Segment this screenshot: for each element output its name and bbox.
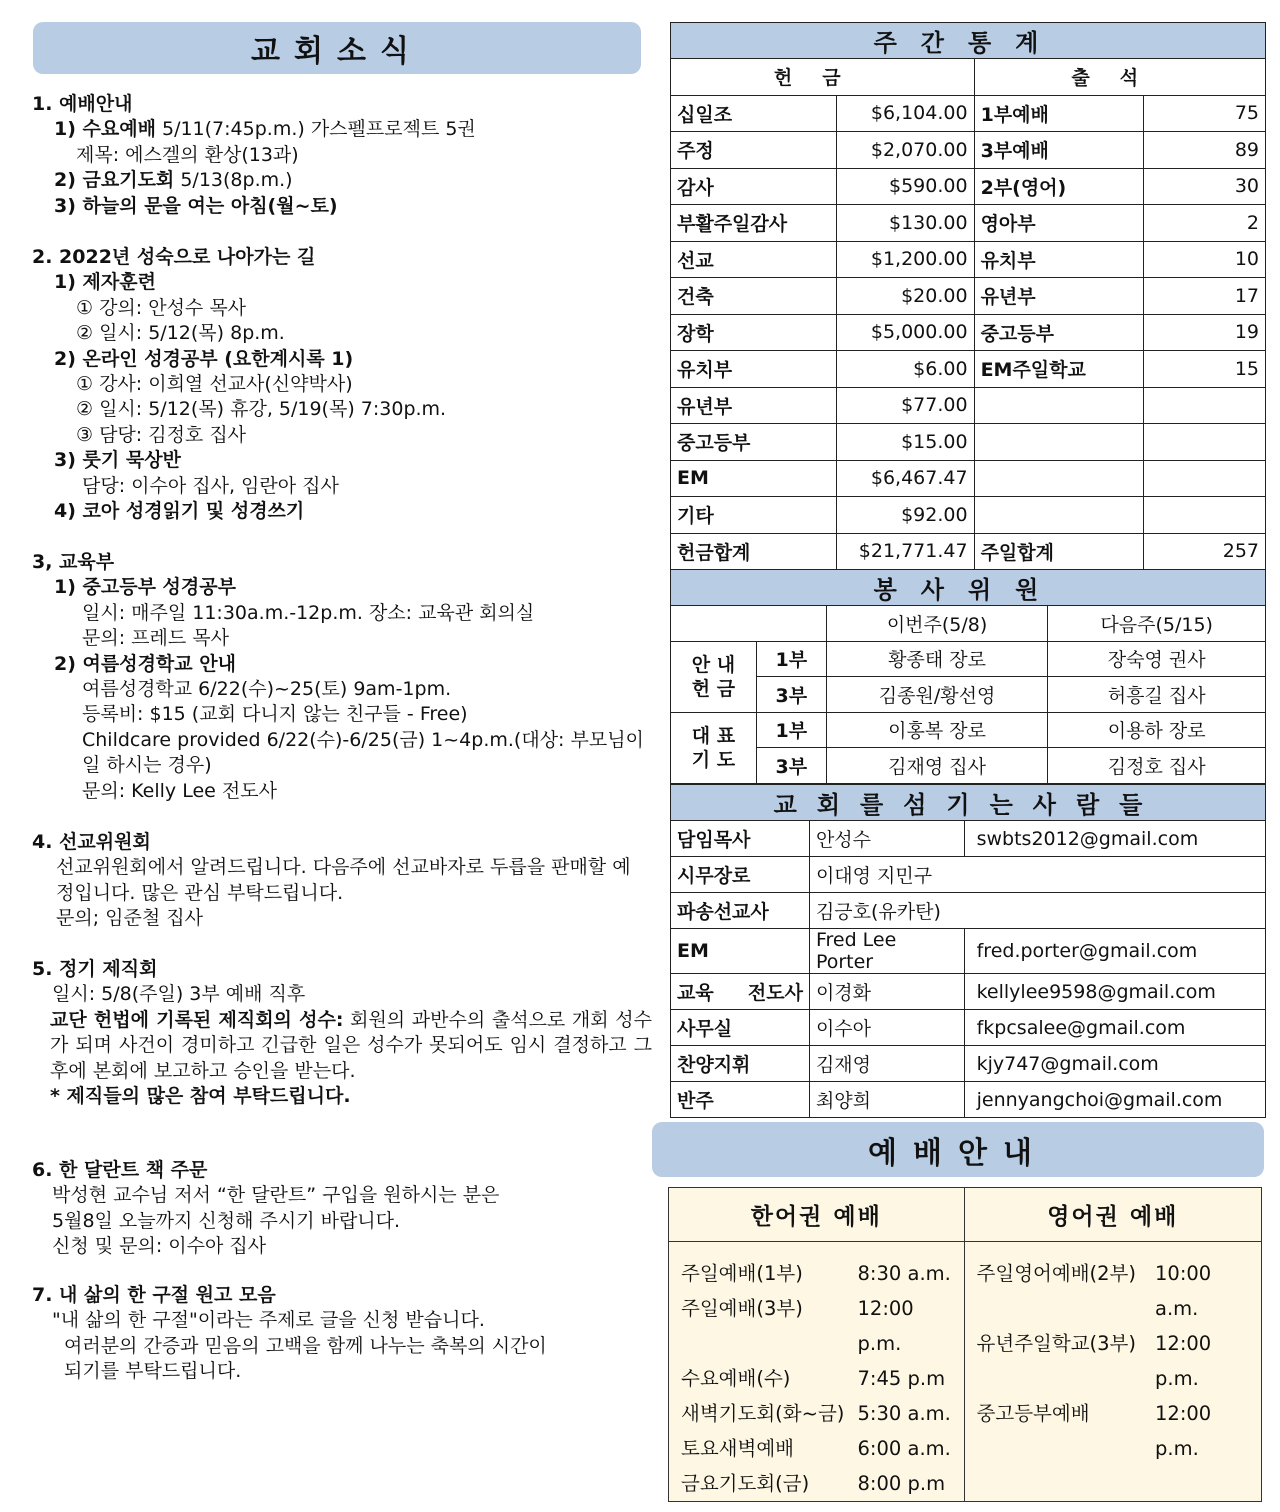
servers-table xyxy=(670,569,1266,784)
item-friday-label: 2) 금요기도회 xyxy=(54,169,175,192)
staff-email[interactable]: kjy747@gmail.com xyxy=(964,1046,1265,1082)
servers-title: 봉사위원 xyxy=(671,570,1266,606)
worship-time: 10:00 a.m. xyxy=(1155,1262,1212,1320)
attendance-label xyxy=(974,460,1144,497)
worship-time: 12:00 p.m. xyxy=(857,1297,914,1355)
offering-amount: $6.00 xyxy=(836,351,974,388)
offering-amount: $15.00 xyxy=(836,424,974,461)
staff-row xyxy=(671,974,1266,1010)
worship-name: 유년주일학교(3부) xyxy=(976,1332,1136,1355)
offering-header: 헌금 xyxy=(671,59,975,96)
item-morning: 3) 하늘의 문을 여는 아침(월~토) xyxy=(54,194,338,217)
section-heading: 4. 선교위원회 xyxy=(32,831,151,853)
stats-row xyxy=(671,424,1266,461)
attendance-count xyxy=(1144,387,1266,424)
item-ruth: 3) 룻기 묵상반 xyxy=(54,449,181,472)
offering-label: 유치부 xyxy=(671,351,837,388)
usher-label-line: 안 내 xyxy=(691,653,736,676)
worship-item xyxy=(977,1256,1251,1326)
staff-email[interactable]: swbts2012@gmail.com xyxy=(964,821,1265,857)
stats-row xyxy=(671,168,1266,205)
church-news-title: 교회소식 xyxy=(33,22,641,74)
item-line: 문의: Kelly Lee 전도사 xyxy=(82,779,277,802)
attendance-header: 출석 xyxy=(974,59,1265,96)
offering-amount: $5,000.00 xyxy=(836,314,974,351)
item-line: 일시: 매주일 11:30a.m.-12p.m. 장소: 교육관 회의실 xyxy=(82,601,535,624)
staff-row xyxy=(671,821,1266,857)
staff-rows xyxy=(671,821,1266,1118)
offering-label: 건축 xyxy=(671,278,837,315)
worship-name: 중고등부예배 xyxy=(976,1402,1090,1425)
attendance-label: 2부(영어) xyxy=(974,168,1144,205)
item-line: 문의: 프레드 목사 xyxy=(82,627,229,650)
attendance-count: 17 xyxy=(1144,278,1266,315)
attendance-label: 1부예배 xyxy=(974,95,1144,132)
attendance-label xyxy=(974,497,1144,534)
stats-row xyxy=(671,314,1266,351)
service-3-label: 3부 xyxy=(756,748,826,784)
section-heading: 6. 한 달란트 책 주문 xyxy=(32,1159,208,1181)
worship-time: 12:00 p.m. xyxy=(1155,1332,1212,1390)
offering-label: EM xyxy=(671,460,837,497)
english-worship-list xyxy=(964,1242,1261,1502)
missions-body: 선교위원회에서 알려드립니다. 다음주에 선교바자로 두릅을 판매할 예정입니다. 많은 관심 부탁드립니다. xyxy=(56,856,631,904)
korean-worship-list xyxy=(669,1242,965,1502)
section-officers-meeting xyxy=(32,957,652,1109)
worship-name: 주일예배(3부) xyxy=(681,1297,803,1320)
staff-role: 시무장로 xyxy=(671,857,810,893)
weekly-stats-title: 주간통계 xyxy=(671,23,1266,59)
prayer-label xyxy=(671,712,757,783)
attendance-count: 2 xyxy=(1144,205,1266,242)
offering-total-value: $21,771.47 xyxy=(836,533,974,570)
offering-amount: $6,467.47 xyxy=(836,460,974,497)
staff-name: 이대영 지민구 xyxy=(809,857,1265,893)
worship-time: 12:00 p.m. xyxy=(1155,1402,1212,1460)
prayer3-next-week: 김정호 집사 xyxy=(1048,748,1266,784)
meeting-note: * 제직들의 많은 참여 부탁드립니다. xyxy=(50,1085,351,1108)
staff-row xyxy=(671,929,1266,974)
stats-row xyxy=(671,387,1266,424)
attendance-label: 중고등부 xyxy=(974,314,1144,351)
worship-time: 5:30 a.m. xyxy=(857,1402,951,1425)
item-youth-bible: 1) 중고등부 성경공부 xyxy=(54,576,236,599)
worship-item xyxy=(681,1291,954,1361)
worship-name: 토요새벽예배 xyxy=(681,1437,795,1460)
usher1-next-week: 장숙영 권사 xyxy=(1048,641,1266,677)
offering-label: 십일조 xyxy=(671,95,837,132)
worship-item xyxy=(681,1396,954,1431)
service-3-label: 3부 xyxy=(756,677,826,713)
offering-label: 유년부 xyxy=(671,387,837,424)
attendance-count: 75 xyxy=(1144,95,1266,132)
section-missions xyxy=(32,830,652,932)
staff-name: 김재영 xyxy=(809,1046,964,1082)
attendance-count xyxy=(1144,460,1266,497)
staff-row xyxy=(671,893,1266,929)
meeting-quorum-body: 회원의 과반수의 출석으로 개회 성수가 되며 사건이 경미하고 긴급한 일은 성수가 못되어도 임시 결정하고 그 후에 본회에 보고하고 승인을 받는다. xyxy=(50,1008,652,1082)
offering-amount: $6,104.00 xyxy=(836,95,974,132)
offering-label: 주정 xyxy=(671,132,837,169)
item-line: 여름성경학교 6/22(수)~25(토) 9am-1pm. xyxy=(82,678,452,701)
staff-role: 찬양지휘 xyxy=(671,1046,810,1082)
offering-amount: $77.00 xyxy=(836,387,974,424)
worship-time: 8:30 a.m. xyxy=(857,1262,951,1285)
attendance-count xyxy=(1144,497,1266,534)
section-manuscripts xyxy=(32,1283,652,1385)
stats-row xyxy=(671,460,1266,497)
staff-email[interactable]: fkpcsalee@gmail.com xyxy=(964,1010,1265,1046)
staff-name: 김긍호(유카탄) xyxy=(809,893,1265,929)
stats-row xyxy=(671,205,1266,242)
prayer-label-line: 대 표 xyxy=(691,724,736,747)
usher3-this-week: 김종원/황선영 xyxy=(826,677,1048,713)
book-line: 박성현 교수님 저서 “한 달란트” 구입을 원하시는 분은 xyxy=(52,1184,500,1207)
staff-row xyxy=(671,1046,1266,1082)
offering-label: 선교 xyxy=(671,241,837,278)
section-education xyxy=(32,550,652,804)
offering-amount: $130.00 xyxy=(836,205,974,242)
section-heading: 5. 정기 제직회 xyxy=(32,958,158,980)
staff-role: EM xyxy=(671,929,810,974)
worship-name: 주일영어예배(2부) xyxy=(976,1262,1136,1285)
offering-amount: $92.00 xyxy=(836,497,974,534)
worship-name: 수요예배(수) xyxy=(681,1367,791,1390)
prayer1-this-week: 이홍복 장로 xyxy=(826,712,1048,748)
stats-row xyxy=(671,278,1266,315)
usher3-next-week: 허흥길 집사 xyxy=(1048,677,1266,713)
attendance-total-label: 주일합계 xyxy=(974,533,1144,570)
manuscript-line: "내 삶의 한 구절"이라는 주제로 글을 신청 받습니다. xyxy=(52,1309,485,1332)
staff-name: 이수아 xyxy=(809,1010,964,1046)
item-line: 등록비: $15 (교회 다니지 않는 친구들 - Free) xyxy=(82,703,468,726)
worship-name: 금요기도회(금) xyxy=(681,1472,810,1495)
item-line: ① 강의: 안성수 목사 xyxy=(76,296,247,319)
staff-name: 안성수 xyxy=(809,821,964,857)
attendance-label: 유치부 xyxy=(974,241,1144,278)
staff-name: 최양희 xyxy=(809,1082,964,1118)
this-week-header: 이번주(5/8) xyxy=(826,606,1048,642)
prayer3-this-week: 김재영 집사 xyxy=(826,748,1048,784)
staff-role: 사무실 xyxy=(671,1010,810,1046)
section-worship-info xyxy=(32,92,652,219)
english-worship-header: 영어권 예배 xyxy=(964,1188,1261,1242)
staff-role: 교육 전도사 xyxy=(671,974,810,1010)
item-bible-reading: 4) 코아 성경읽기 및 성경쓰기 xyxy=(54,500,305,523)
attendance-total-value: 257 xyxy=(1144,533,1266,570)
attendance-label xyxy=(974,424,1144,461)
staff-name: Fred Lee Porter xyxy=(809,929,964,974)
section-heading: 2. 2022년 성숙으로 나아가는 길 xyxy=(32,246,316,268)
attendance-label xyxy=(974,387,1144,424)
offering-amount: $2,070.00 xyxy=(836,132,974,169)
staff-row xyxy=(671,1010,1266,1046)
attendance-count xyxy=(1144,424,1266,461)
offering-label: 중고등부 xyxy=(671,424,837,461)
item-vbs: 2) 여름성경학교 안내 xyxy=(54,652,236,675)
item-line: Childcare provided 6/22(수)-6/25(금) 1~4p.m.(대상: 부모님이 일 하시는 경우) xyxy=(82,728,644,777)
item-wednesday-subject: 제목: 에스겔의 환상(13과) xyxy=(76,143,299,166)
worship-item xyxy=(681,1256,954,1291)
worship-name: 새벽기도회(화~금) xyxy=(681,1402,845,1425)
attendance-count: 10 xyxy=(1144,241,1266,278)
attendance-count: 19 xyxy=(1144,314,1266,351)
weekly-stats-table xyxy=(670,22,1266,570)
attendance-label: 영아부 xyxy=(974,205,1144,242)
section-heading: 1. 예배안내 xyxy=(32,93,133,115)
item-friday-text: 5/13(8p.m.) xyxy=(174,169,293,192)
attendance-count: 15 xyxy=(1144,351,1266,388)
offering-label-line: 헌 금 xyxy=(691,677,736,700)
attendance-count: 89 xyxy=(1144,132,1266,169)
church-staff-table xyxy=(670,784,1266,1118)
offering-label: 부활주일감사 xyxy=(671,205,837,242)
stats-row xyxy=(671,351,1266,388)
offering-total-label: 헌금합계 xyxy=(671,533,837,570)
manuscript-line: 여러분의 간증과 믿음의 고백을 함께 나누는 축복의 시간이 xyxy=(64,1334,547,1357)
worship-item xyxy=(681,1431,954,1466)
manuscript-line: 되기를 부탁드립니다. xyxy=(64,1360,242,1383)
attendance-label: 유년부 xyxy=(974,278,1144,315)
worship-time: 8:00 p.m xyxy=(857,1472,946,1495)
missions-contact: 문의; 임준철 집사 xyxy=(56,907,203,930)
item-line: ③ 담당: 김정호 집사 xyxy=(76,423,247,446)
item-line: ② 일시: 5/12(목) 휴강, 5/19(목) 7:30p.m. xyxy=(76,398,447,421)
korean-worship-header: 한어권 예배 xyxy=(669,1188,965,1242)
offering-amount: $590.00 xyxy=(836,168,974,205)
item-wednesday-text: 5/11(7:45p.m.) 가스펠프로젝트 5권 xyxy=(155,118,476,141)
staff-name: 이경화 xyxy=(809,974,964,1010)
staff-email[interactable]: jennyangchoi@gmail.com xyxy=(964,1082,1265,1118)
worship-time: 7:45 p.m xyxy=(857,1367,946,1390)
item-online-bible: 2) 온라인 성경공부 (요한계시록 1) xyxy=(54,347,354,370)
staff-role: 파송선교사 xyxy=(671,893,810,929)
stats-row xyxy=(671,497,1266,534)
next-week-header: 다음주(5/15) xyxy=(1048,606,1266,642)
section-book-order xyxy=(32,1158,652,1260)
attendance-label: 3부예배 xyxy=(974,132,1144,169)
offering-label: 감사 xyxy=(671,168,837,205)
attendance-label: EM주일학교 xyxy=(974,351,1144,388)
usher1-this-week: 황종태 장로 xyxy=(826,641,1048,677)
stats-total-row xyxy=(671,533,1266,570)
staff-row xyxy=(671,1082,1266,1118)
staff-email[interactable]: kellylee9598@gmail.com xyxy=(964,974,1265,1010)
stats-row xyxy=(671,95,1266,132)
staff-role: 반주 xyxy=(671,1082,810,1118)
worship-item xyxy=(681,1361,954,1396)
staff-role: 담임목사 xyxy=(671,821,810,857)
item-line: ② 일시: 5/12(목) 8p.m. xyxy=(76,322,285,345)
item-discipleship: 1) 제자훈련 xyxy=(54,271,156,294)
meeting-date: 일시: 5/8(주일) 3부 예배 직후 xyxy=(52,983,306,1006)
service-1-label: 1부 xyxy=(756,641,826,677)
worship-guide-title: 예배안내 xyxy=(652,1122,1264,1177)
worship-item xyxy=(681,1466,954,1501)
worship-item xyxy=(977,1396,1251,1466)
offering-label: 기타 xyxy=(671,497,837,534)
offering-label: 장학 xyxy=(671,314,837,351)
item-wednesday-label: 1) 수요예배 xyxy=(54,118,156,141)
offering-amount: $1,200.00 xyxy=(836,241,974,278)
worship-time: 6:00 a.m. xyxy=(857,1437,951,1460)
staff-email[interactable]: fred.porter@gmail.com xyxy=(964,929,1265,974)
attendance-count: 30 xyxy=(1144,168,1266,205)
prayer-label-line: 기 도 xyxy=(691,748,736,771)
staff-row xyxy=(671,857,1266,893)
worship-name: 주일예배(1부) xyxy=(681,1262,803,1285)
section-heading: 3, 교육부 xyxy=(32,551,115,573)
prayer1-next-week: 이용하 장로 xyxy=(1048,712,1266,748)
book-line: 5월8일 오늘까지 신청해 주시기 바랍니다. xyxy=(52,1209,401,1232)
worship-guide-table xyxy=(668,1187,1262,1502)
worship-item xyxy=(977,1326,1251,1396)
service-1-label: 1부 xyxy=(756,712,826,748)
stats-row xyxy=(671,241,1266,278)
section-maturity-path xyxy=(32,245,652,524)
stats-row xyxy=(671,132,1266,169)
section-heading: 7. 내 삶의 한 구절 원고 모음 xyxy=(32,1284,276,1306)
item-line: 담당: 이수아 집사, 임란아 집사 xyxy=(82,474,339,497)
meeting-quorum-label: 교단 헌법에 기록된 제직회의 성수: xyxy=(50,1008,344,1031)
offering-amount: $20.00 xyxy=(836,278,974,315)
item-line: ① 강사: 이희열 선교사(신약박사) xyxy=(76,373,353,396)
church-staff-title: 교회를섬기는사람들 xyxy=(671,785,1266,821)
stats-rows xyxy=(671,95,1266,533)
book-line: 신청 및 문의: 이수아 집사 xyxy=(52,1235,267,1258)
usher-offering-label xyxy=(671,641,757,712)
